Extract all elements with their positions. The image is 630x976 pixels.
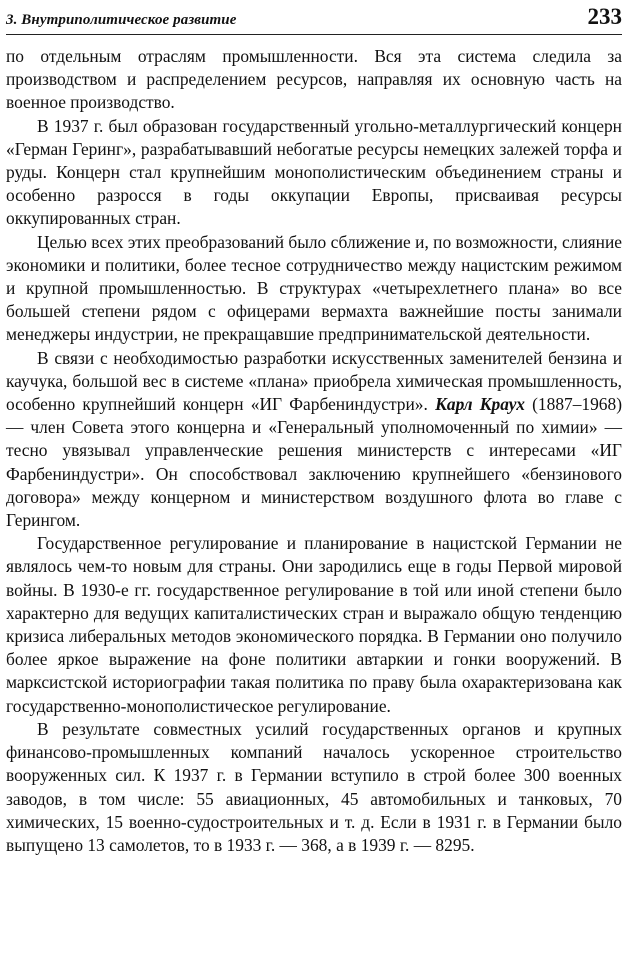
paragraph-chemical-industry [6,347,622,533]
running-head: 3. Внутриполитическое развитие [6,12,237,28]
page-header [6,4,622,35]
paragraph-economy-politics-merger: Целью всех этих преобразований было сближение и, по возможности, слияние экономики и политики, более тесное сотрудничество между нацистским режимом и крупной промышленностью. В структурах «четырехлетнего плана» во все большей степени рядом с офицерами вермахта важнейшие посты занимали менеджеры индустрии, не прекращавшие предпринимательской деятельности. [6,231,622,345]
paragraph-text-after-name: (1887–1968) — член Совета этого концерна и «Генеральный уполномоченный по химии» — тесно увязывал управленческие решения министерств с интересами «ИГ Фарбениндустри». Он способствовал заключению крупнейшего «бензинового договора» между концерном и министерством воздушного флота во главе с Герингом. [6,394,622,531]
paragraph-hermann-goering-concern: В 1937 г. был образован государственный угольно-металлургический концерн «Герман Геринг», разрабатывавший небогатые ресурсы немецких залежей торфа и руды. Концерн стал крупнейшим монополистическим объединением страны и особенно разросся в годы оккупации Европы, присваивая ресурсы оккупированных стран. [6,115,622,229]
paragraph-armament-buildup: В результате совместных усилий государственных органов и крупных финансово-промышленных компаний началось ускоренное строительство вооруженных сил. К 1937 г. в Германии вступило в строй более 300 военных заводов, в том числе: 55 авиационных, 45 автомобильных и танковых, 70 химических, 15 военно-судостроительных и т. д. Если в 1931 г. в Германии было выпущено 13 самолетов, то в 1933 г. — 368, а в 1939 г. — 8295. [6,718,622,855]
page-number: 233 [587,4,622,29]
paragraph-text-before-name: В связи с необходимостью разработки искусственных заменителей бензина и каучука, большой вес в системе «плана» приобрела химическая промышленность, особенно крупнейший концерн «ИГ Фарбениндустри». [6,347,622,415]
paragraph-continuation: по отдельным отраслям промышленности. Вся эта система следила за производством и распределением ресурсов, направляя их основную часть на военное производство. [6,46,622,113]
paragraph-state-regulation: Государственное регулирование и планирование в нацистской Германии не являлось чем-то новым для страны. Они зародились еще в годы Первой мировой войны. В 1930-е гг. государственное регулирование в той или иной степени было характерно для ведущих капиталистических стран и выражало общую тенденцию кризиса либеральных методов экономического порядка. В Германии оно получило более яркое выражение на фоне политики автаркии и гонки вооружений. В марксистской историографии такая политика по праву была охарактеризована как государственно-монополистическое регулирование. [6,533,622,716]
page-body [6,45,622,857]
person-name-carl-krauch: Карл Краух [435,394,525,415]
